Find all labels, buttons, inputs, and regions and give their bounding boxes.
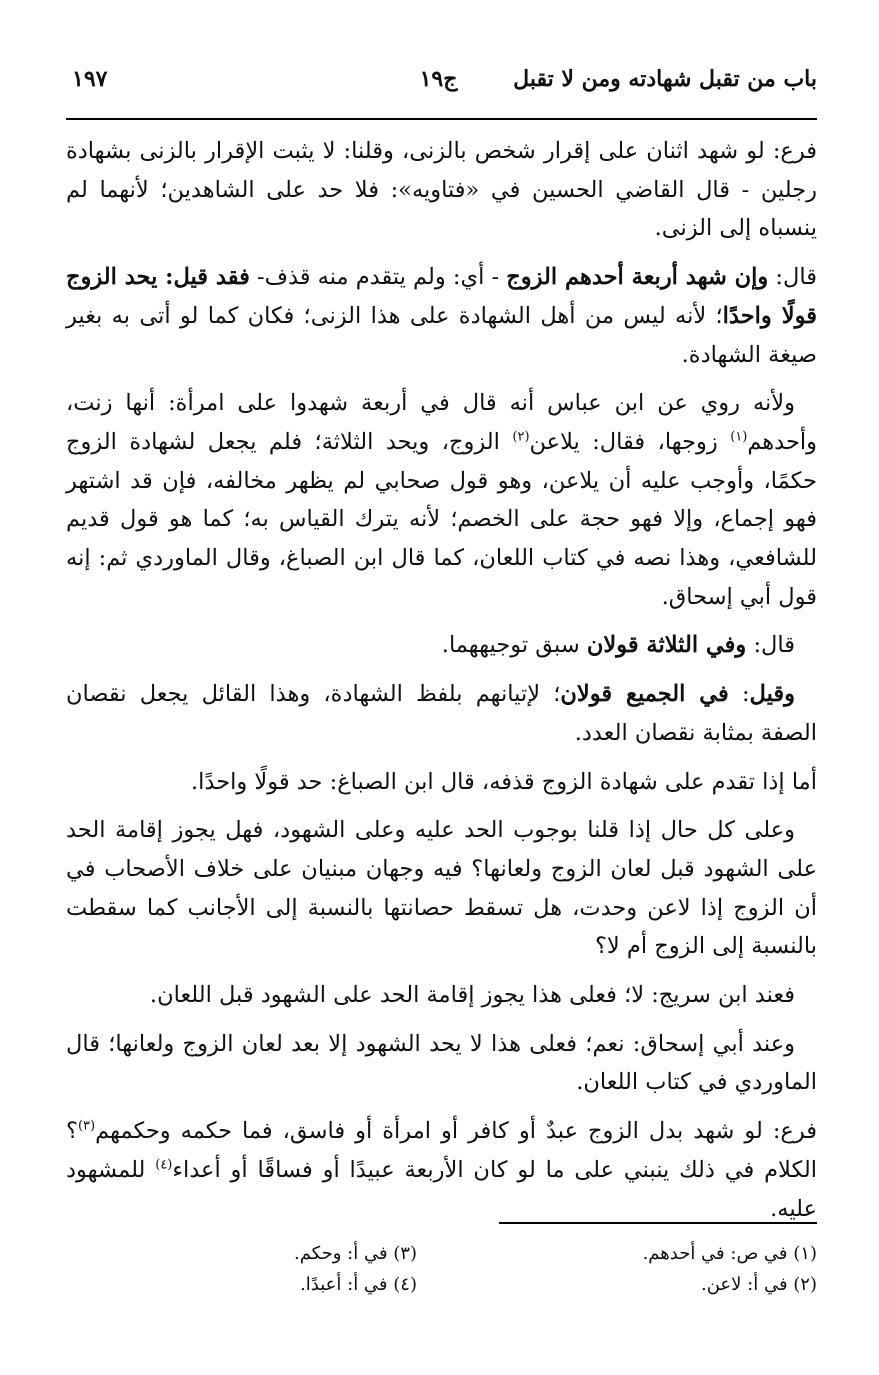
text-run: أما إذا تقدم على شهادة الزوج قذفه، قال ابن الصباغ: حد قولًا واحدًا. [190,768,817,795]
page-number: ١٩٧ [72,66,108,92]
footnote-ref: (٢) [512,429,530,445]
paragraph [66,675,817,752]
text-run: الزوج، ويحد الثلاثة؛ فلم يجعل لشهادة الزوج حكمًا، وأوجب عليه أن يلاعن، وهو قول صحابي لم يظهر مخالفه، فإن قد اشتهر فهو إجماع، وإلا فهو حجة على الخصم؛ لأنه يترك القياس به؛ كما هو قول قديم للشافعي، وهذا نصه في كتاب اللعان، كما قال ابن الصباغ، وقال الماوردي ثم: إنه قول أبي إسحاق. [66,428,817,610]
footnote-column-left [294,1238,417,1300]
text-run: زوجها، فقال: يلاعن [529,428,731,455]
text-run: ولأنه روي عن ابن عباس أنه قال في أربعة شهدوا على امرأة: أنها زنت، وأحدهم [66,390,818,455]
footnote-ref: (١) [730,429,748,445]
text-run: وعند أبي إسحاق: نعم؛ فعلى هذا لا يحد الشهود إلا بعد لعان الزوج ولعانها؛ قال الماوردي في كتاب اللعان. [66,1030,817,1096]
running-header [60,66,817,100]
footnote-ref: (٤) [155,1157,173,1173]
text-run: قال: [746,632,795,659]
footnote-ref: (٣) [77,1118,96,1134]
body-text [66,132,817,1238]
footnote-rule [499,1222,817,1224]
text-run: ؛ لأنه ليس من أهل الشهادة على هذا الزنى؛ فكان كما لو أتى به بغير صيغة الشهادة. [66,302,817,368]
text-run: فرع: لو شهد اثنان على إقرار شخص بالزنى، وقلنا: لا يثبت الإقرار بالزنى بشهادة رجلين - قال القاضي الحسين في «فتاويه»: فلا حد على الشاهدين؛ لأنهما لم ينسباه إلى الزنى. [66,138,817,242]
paragraph [66,1025,817,1102]
paragraph [66,132,817,248]
bold-text: في الجميع قولان [560,681,729,708]
header-rule [66,118,817,120]
paragraph [66,763,817,802]
text-run: سبق توجيههما. [441,632,587,659]
footnote-column-right [643,1238,817,1300]
text-run: فرع: لو شهد بدل الزوج عبدٌ أو كافر أو امرأة أو فاسق، فما حكمه وحكمهم [95,1118,817,1145]
text-run: ؛ لإتيانهم بلفظ الشهادة، وهذا القائل يجعل نقصان الصفة بمثابة نقصان العدد. [66,681,817,746]
footnote-3: (٣) في أ: وحكم. [293,1243,417,1264]
paragraph [66,258,817,374]
footnote-4: (٤) في أ: أعبدًا. [300,1274,417,1295]
footnote-2: (٢) في أ: لاعن. [701,1274,817,1295]
text-run: : [728,681,750,708]
text-run: ؟ الكلام في ذلك ينبني على ما لو كان الأربعة عبيدًا أو فساقًا أو أعداء [66,1118,817,1183]
bold-text: وإن شهد أربعة أحدهم الزوج [506,264,769,291]
volume-number: ج١٩ [419,66,458,92]
text-run: فعند ابن سريج: لا؛ فعلى هذا يجوز إقامة الحد على الشهود قبل اللعان. [149,982,795,1009]
book-page [60,0,817,1375]
paragraph [66,626,817,665]
paragraph [66,384,817,616]
text-run: للمشهود عليه. [66,1156,817,1222]
bold-text: وقيل [749,681,795,708]
paragraph [66,811,817,966]
footnote-1: (١) في ص: في أحدهم. [642,1243,817,1264]
paragraph [66,976,817,1015]
bold-text: وفي الثلاثة قولان [586,632,747,659]
paragraph [66,1112,817,1228]
text-run: قال: [768,264,817,291]
text-run: - أي: ولم يتقدم منه قذف- [249,264,507,291]
chapter-title: باب من تقبل شهادته ومن لا تقبل [513,66,817,92]
text-run: وعلى كل حال إذا قلنا بوجوب الحد عليه وعلى الشهود، فهل يجوز إقامة الحد على الشهود قبل لعان الزوج ولعانها؟ فيه وجهان مبنيان على خلاف الأصحاب في أن الزوج إذا لاعن وحدت، هل تسقط حصانتها بالنسبة إلى الأجانب كما سقطت بالنسبة إلى الزوج أم لا؟ [66,817,817,960]
bold-text: فقد قيل: يحد الزوج قولًا واحدًا [66,264,817,329]
